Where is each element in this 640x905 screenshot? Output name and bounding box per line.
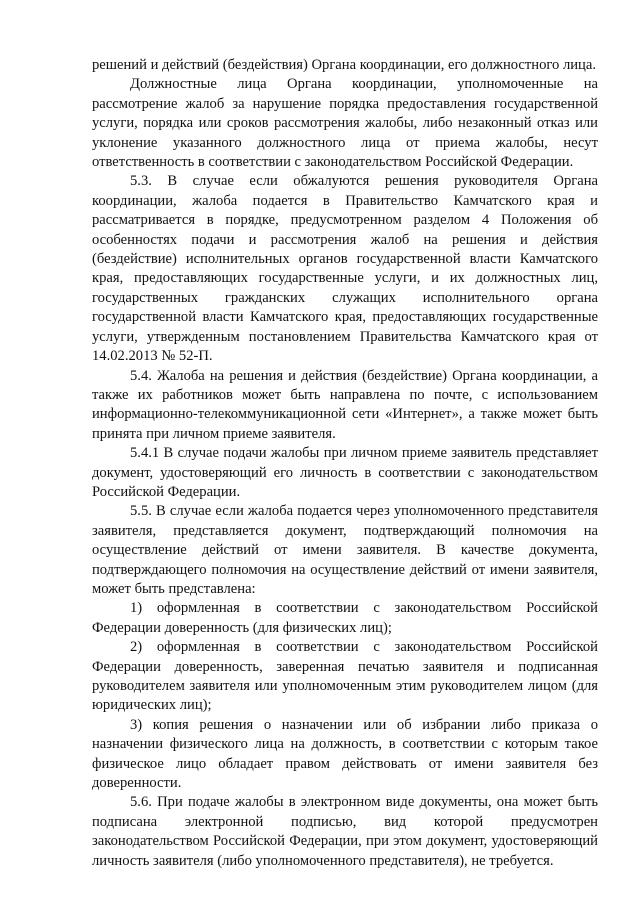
paragraph-5-6: 5.6. При подаче жалобы в электронном виде документы, она может быть подписана электронной подписью, вид которой предусмотрен законодательством Российской Федерации, при этом документ, удостоверяющий личность заявителя (либо уполномоченного представителя), не требуется. [92,794,598,869]
paragraph-continuation: решений и действий (бездействия) Органа координации, его должностного лица. [92,57,596,73]
paragraph-5-3: 5.3. В случае если обжалуются решения руководителя Органа координации, жалоба подается в Правительство Камчатского края и рассматривается в порядке, предусмотренном разделом 4 Положения об особенностях подачи и рассмотрения жалоб на решения и действия (бездействие) исполнительных органов государственной власти Камчатского края, предоставляющих государственные услуги, и их должностных лиц, государственных гражданских служащих исполнительного органа государственной власти Камчатского края, предоставляющих государственные услуги, утвержденным постановлением Правительства Камчатского края от 14.02.2013 № 52-П. [92,173,598,365]
paragraph-5-5: 5.5. В случае если жалоба подается через уполномоченного представителя заявителя, представляется документ, подтверждающий полномочия на осуществление действий от имени заявителя. В качестве документа, подтверждающего полномочия на осуществление действий от имени заявителя, может быть представлена: [92,503,598,597]
list-item-2: 2) оформленная в соответствии с законодательством Российской Федерации доверенность, заверенная печатью заявителя и подписанная руководителем заявителя или уполномоченным этим руководителем лицом (для юридических лиц); [92,639,598,714]
paragraph-officials-responsibility: Должностные лица Органа координации, уполномоченные на рассмотрение жалоб за нарушение порядка предоставления государственной услуги, порядка или сроков рассмотрения жалобы, либо незаконный отказ или уклонение указанного должностного лица от приема жалобы, несут ответственность в соответствии с законодательством Российской Федерации. [92,76,598,171]
document-body [92,56,598,871]
paragraph-5-4-1: 5.4.1 В случае подачи жалобы при личном приеме заявитель представляет документ, удостоверяющий его личность в соответствии с законодательством Российской Федерации. [92,445,598,500]
list-item-1: 1) оформленная в соответствии с законодательством Российской Федерации доверенность (для физических лиц); [92,600,598,636]
paragraph-5-4: 5.4. Жалоба на решения и действия (бездействие) Органа координации, а также их работников может быть направлена по почте, с использованием информационно-телекоммуникационной сети «Интернет», а также может быть принята при личном приеме заявителя. [92,367,598,442]
list-item-3: 3) копия решения о назначении или об избрании либо приказа о назначении физического лица на должность, в соответствии с которым такое физическое лицо обладает правом действовать от имени заявителя без доверенности. [92,716,598,792]
